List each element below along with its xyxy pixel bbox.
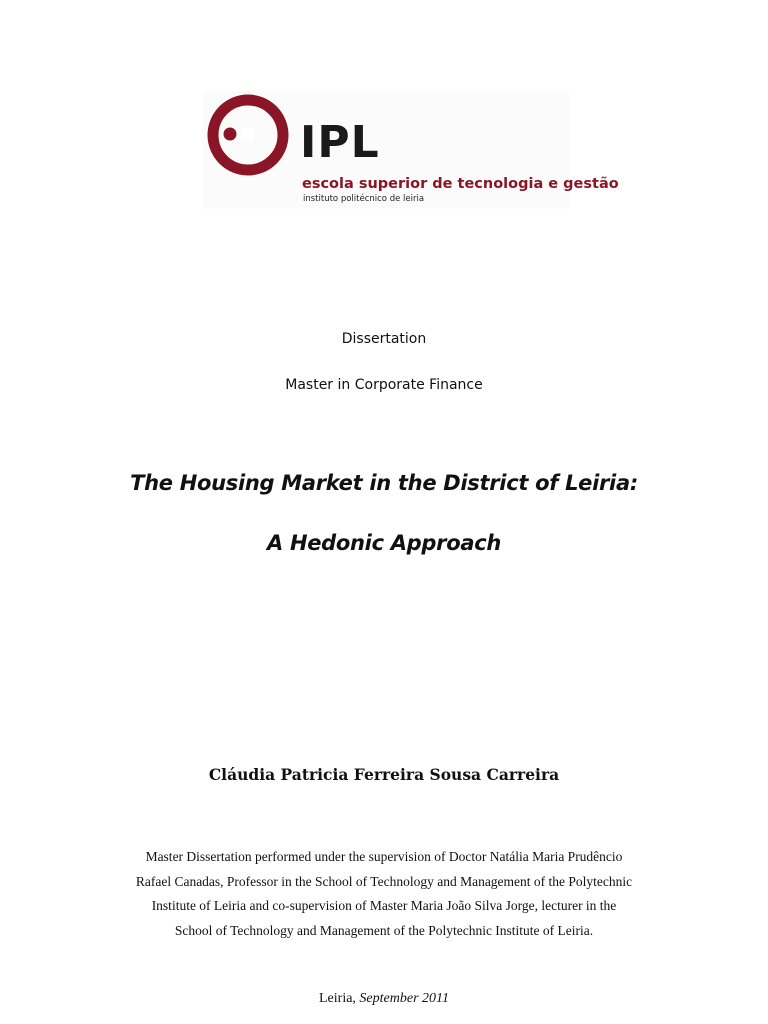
supervision-line: Institute of Leiria and co-supervision of Master Maria João Silva Jorge, lecturer in the — [151, 898, 617, 914]
supervision-line: Rafael Canadas, Professor in the School of Technology and Management of the Polytechnic — [135, 873, 633, 889]
ipl-emblem-icon — [206, 93, 290, 177]
thesis-title: The Housing Market in the District of Leiria: — [130, 471, 638, 495]
institution-logo — [203, 91, 619, 209]
supervision-line: School of Technology and Management of the Polytechnic Institute of Leiria. — [174, 922, 594, 938]
logo-institute-name: instituto politécnico de leiria — [303, 194, 425, 204]
document-type: Dissertation — [341, 331, 427, 347]
author-name: Cláudia Patricia Ferreira Sousa Carreira — [208, 765, 560, 784]
date: September 2011 — [359, 991, 449, 1006]
place-and-date — [0, 991, 768, 1007]
degree-program: Master in Corporate Finance — [285, 377, 483, 393]
place: Leiria, — [319, 991, 356, 1006]
supervision-statement — [100, 845, 668, 943]
supervision-line: Master Dissertation performed under the supervision of Doctor Natália Maria Prudêncio — [145, 849, 623, 864]
thesis-subtitle: A Hedonic Approach — [266, 531, 502, 555]
logo-school-name: escola superior de tecnologia e gestão — [302, 176, 619, 192]
logo-acronym: IPL — [300, 117, 380, 168]
